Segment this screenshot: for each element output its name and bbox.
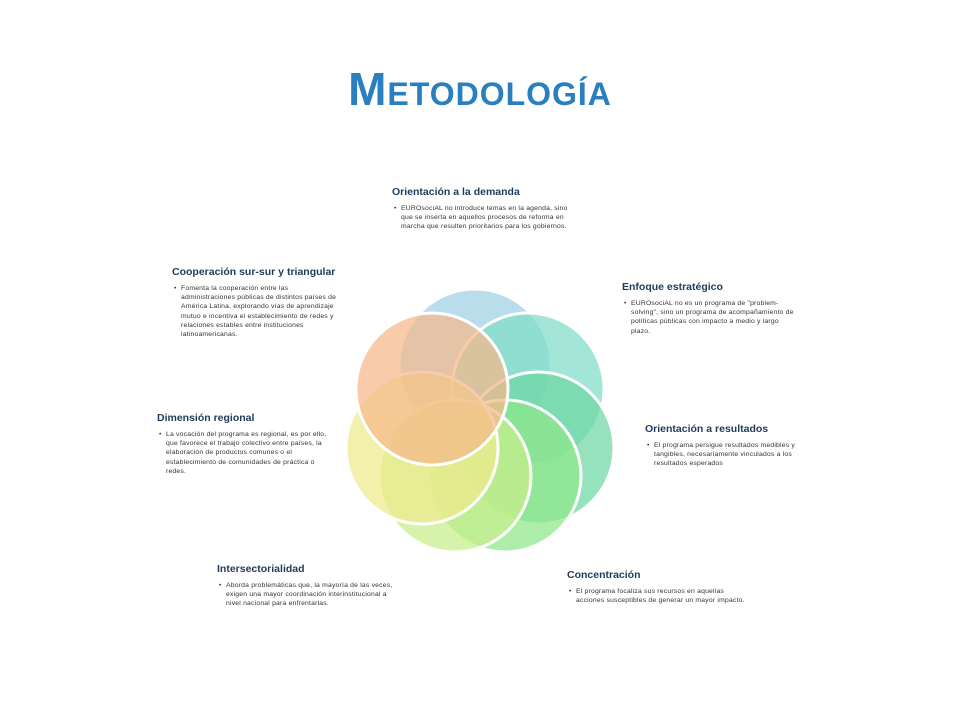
- item-heading: Intersectorialidad: [217, 563, 305, 575]
- item-enfoque-estrategico: [622, 281, 794, 336]
- item-heading: Enfoque estratégico: [622, 281, 723, 293]
- item-heading: Orientación a la demanda: [392, 186, 520, 198]
- item-text: • EUROsociAL no es un programa de "problem-solving", sino un programa de acompañamiento de políticas públicas con impacto a medio y largo plazo.: [622, 299, 794, 336]
- item-orientacion-resultados: [645, 423, 803, 469]
- item-orientacion-demanda: [392, 186, 572, 232]
- item-heading: Orientación a resultados: [645, 423, 769, 435]
- item-intersectorialidad: [217, 563, 397, 609]
- item-text: • El programa focaliza sus recursos en aquellas acciones susceptibles de generar un mayor impacto.: [567, 587, 749, 605]
- item-heading: Dimensión regional: [157, 412, 255, 424]
- item-text: • La vocación del programa es regional, es por ello, que favorece el trabajo colectivo entre países, la elaboración de productos comunes o el establecimiento de comunidades de práctica o redes.: [157, 430, 327, 476]
- item-text: • El programa persigue resultados medibles y tangibles, necesariamente vinculados a los resultados esperados: [645, 441, 803, 469]
- item-text: • Aborda problemáticas que, la mayoría de las veces, exigen una mayor coordinación interinstitucional a nivel nacional para enfrentarlas.: [217, 581, 397, 609]
- item-cooperacion: [172, 266, 342, 339]
- item-heading: Concentración: [567, 569, 641, 581]
- circle-cooperacion: [356, 313, 508, 465]
- item-text: • EUROsociAL no introduce temas en la agenda, sino que se inserta en aquellos procesos de reforma en marcha que resulten prioritarios para los gobiernos.: [392, 204, 572, 232]
- item-heading: Cooperación sur-sur y triangular: [172, 266, 336, 278]
- page-title: Metodología: [348, 63, 612, 115]
- item-text: • Fomenta la cooperación entre las administraciones públicas de distintos países de América Latina, explorando vías de aprendizaje mutuo e incentiva el establecimiento de redes y relaciones estables entre instituciones latinoamericanas.: [172, 284, 342, 339]
- item-dimension-regional: [157, 412, 327, 476]
- item-concentracion: [567, 569, 749, 605]
